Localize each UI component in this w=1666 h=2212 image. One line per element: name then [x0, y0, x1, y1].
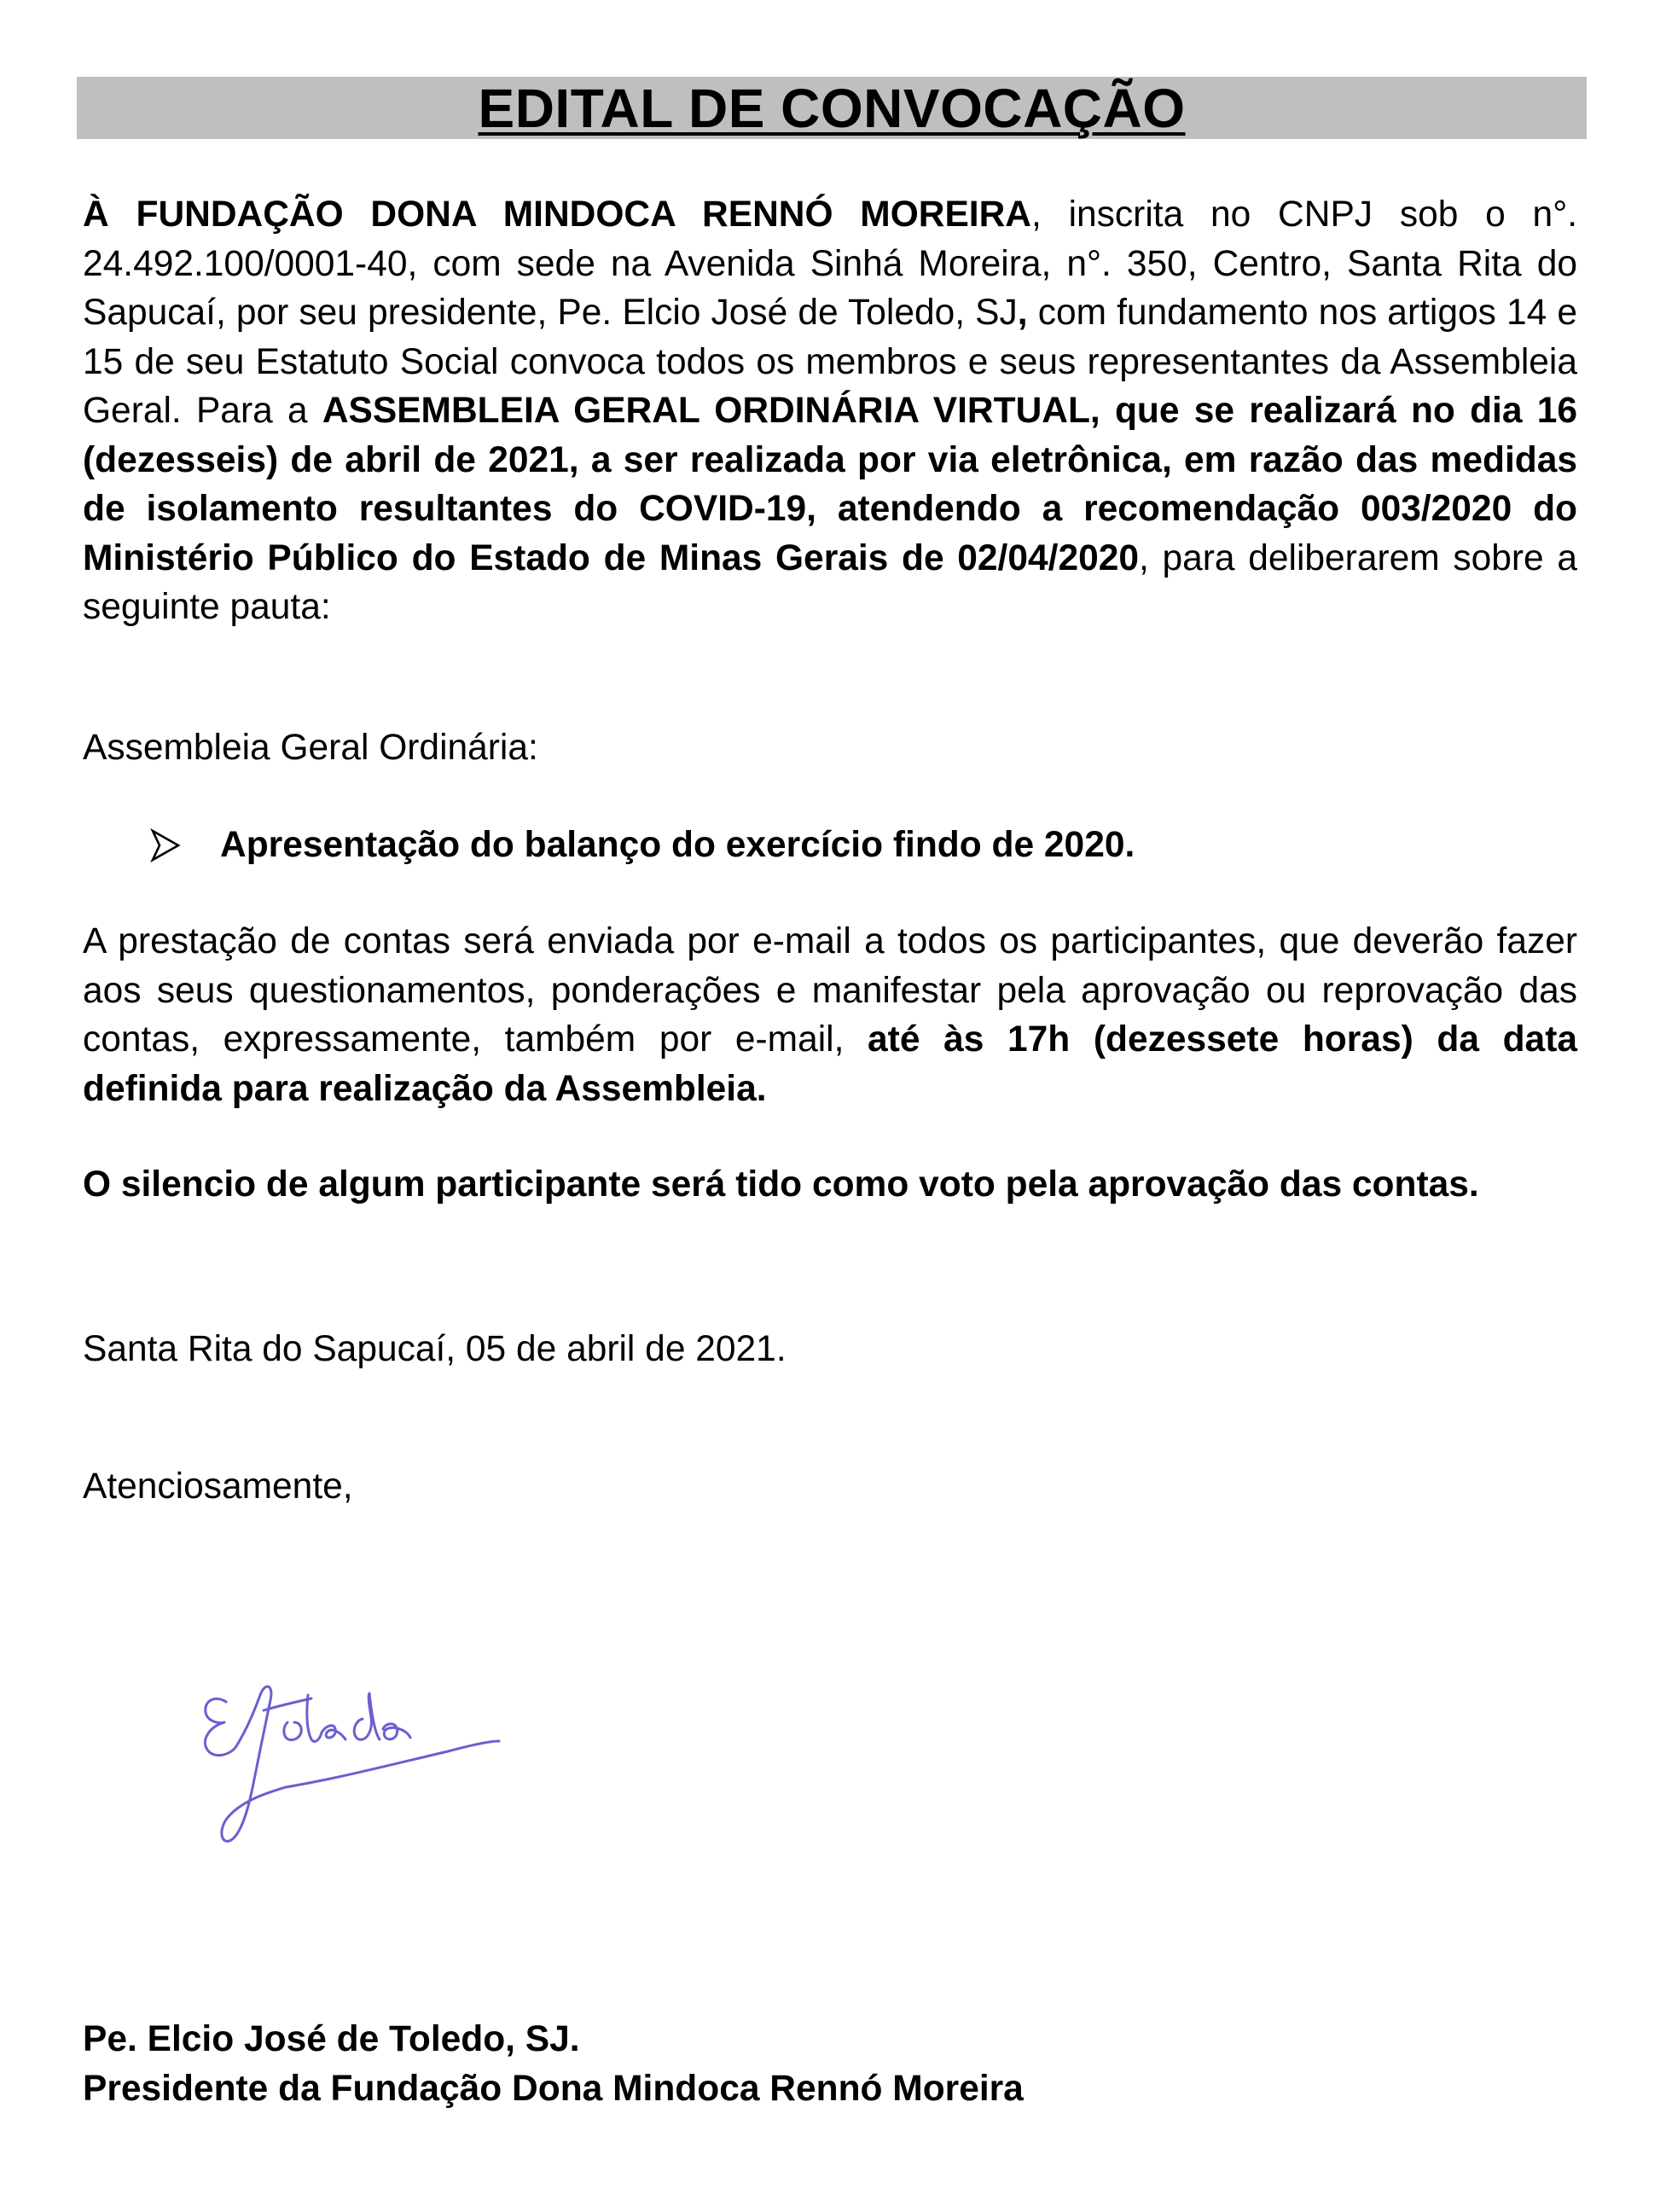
signer-title: Presidente da Fundação Dona Mindoca Rennó Moreira — [83, 2069, 1024, 2109]
intro-comma: , — [1017, 293, 1028, 333]
document-title: EDITAL DE CONVOCAÇÃO — [478, 77, 1186, 139]
accounts-deadline: até às 17h (dezessete horas) da data definida para realização da Assembleia. — [83, 1019, 1577, 1109]
closing-salutation: Atenciosamente, — [83, 1466, 353, 1507]
place-date: Santa Rita do Sapucaí, 05 de abril de 2021. — [83, 1329, 787, 1369]
intro-text-a: , inscrita no CNPJ sob o n°. 24.492.100/0001-40, com sede na Avenida Sinhá Moreira, n°. 350, Centro, Santa Rita do Sapucaí, por seu presidente, Pe. Elcio José de Toledo, SJ — [83, 194, 1577, 333]
intro-text-c: , para deliberarem sobre a seguinte pauta: — [83, 537, 1577, 627]
org-name: À FUNDAÇÃO DONA MINDOCA RENNÓ MOREIRA — [83, 194, 1031, 235]
silence-paragraph: O silencio de algum participante será tido como voto pela aprovação das contas. — [83, 1164, 1479, 1205]
arrowhead-bullet-icon — [150, 828, 181, 862]
agenda-heading: Assembleia Geral Ordinária: — [83, 728, 538, 768]
accounts-text: A prestação de contas será enviada por e-mail a todos os participantes, que deverão fazer aos seus questionamentos, ponderações e manifestar pela aprovação ou reprovação das contas, expressamente, também por e-mail, — [83, 921, 1577, 1060]
intro-text-b: com fundamento nos artigos 14 e 15 de seu Estatuto Social convoca todos os membros e seus representantes da Assembleia Geral. Para a — [83, 293, 1577, 431]
accounts-paragraph — [83, 917, 1577, 1113]
intro-paragraph — [83, 190, 1577, 632]
agenda-item — [150, 821, 1135, 870]
agenda-item-text: Apresentação do balanço do exercício findo de 2020. — [220, 825, 1135, 865]
signer-name: Pe. Elcio José de Toledo, SJ. — [83, 2019, 580, 2059]
handwritten-signature — [192, 1651, 559, 1864]
title-bar — [77, 77, 1587, 139]
assembly-details: ASSEMBLEIA GERAL ORDINÁRIA VIRTUAL, que se realizará no dia 16 (dezesseis) de abril de 2021, a ser realizada por via eletrônica, em razão das medidas de isolamento resultantes do COVID-19, atendendo a recomendação 003/2020 do Ministério Público do Estado de Minas Gerais de 02/04/2020 — [83, 391, 1577, 578]
